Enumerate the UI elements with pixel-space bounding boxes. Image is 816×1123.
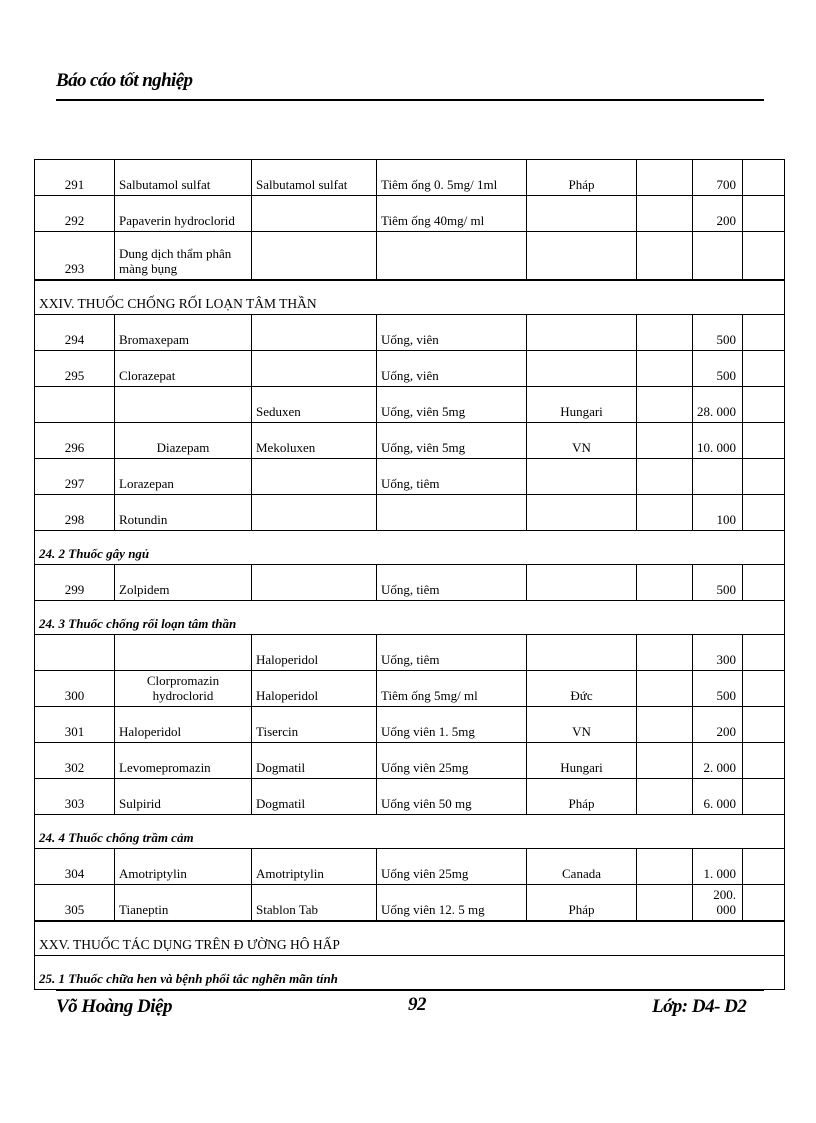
drug-name: Sulpirid bbox=[115, 779, 252, 815]
quantity: 6. 000 bbox=[693, 779, 743, 815]
drug-name: Zolpidem bbox=[115, 565, 252, 601]
empty-cell bbox=[743, 196, 785, 232]
brand-name bbox=[252, 495, 377, 531]
footer-rule bbox=[56, 989, 764, 991]
quantity: 300 bbox=[693, 635, 743, 671]
drug-name: Haloperidol bbox=[115, 707, 252, 743]
section-heading: XXV. THUỐC TÁC DỤNG TRÊN Đ ƯỜNG HÔ HẤP bbox=[35, 921, 785, 956]
dosage-form: Uống, tiêm bbox=[377, 459, 527, 495]
empty-cell bbox=[637, 232, 693, 281]
quantity: 28. 000 bbox=[693, 387, 743, 423]
empty-cell bbox=[743, 565, 785, 601]
origin-country bbox=[527, 565, 637, 601]
quantity: 500 bbox=[693, 315, 743, 351]
subsection-heading: 24. 4 Thuốc chống trầm cảm bbox=[35, 815, 785, 849]
origin-country bbox=[527, 196, 637, 232]
quantity: 100 bbox=[693, 495, 743, 531]
brand-name bbox=[252, 196, 377, 232]
quantity bbox=[693, 459, 743, 495]
empty-cell bbox=[637, 743, 693, 779]
brand-name: Mekoluxen bbox=[252, 423, 377, 459]
row-number: 293 bbox=[35, 232, 115, 281]
table-row bbox=[35, 707, 785, 743]
quantity: 700 bbox=[693, 160, 743, 196]
header-rule bbox=[56, 99, 764, 101]
drug-name: Tianeptin bbox=[115, 885, 252, 922]
drug-name: Clorpromazin hydroclorid bbox=[115, 671, 252, 707]
origin-country: Đức bbox=[527, 671, 637, 707]
empty-cell bbox=[637, 635, 693, 671]
empty-cell bbox=[637, 315, 693, 351]
empty-cell bbox=[637, 459, 693, 495]
footer-page-number: 92 bbox=[408, 994, 426, 1015]
drug-name bbox=[115, 387, 252, 423]
origin-country: Pháp bbox=[527, 160, 637, 196]
drug-name: Amotriptylin bbox=[115, 849, 252, 885]
quantity: 500 bbox=[693, 671, 743, 707]
empty-cell bbox=[743, 495, 785, 531]
drug-table bbox=[34, 159, 785, 990]
drug-name: Levomepromazin bbox=[115, 743, 252, 779]
empty-cell bbox=[637, 707, 693, 743]
table-row bbox=[35, 160, 785, 196]
origin-country bbox=[527, 315, 637, 351]
table-row bbox=[35, 495, 785, 531]
origin-country: Hungari bbox=[527, 387, 637, 423]
dosage-form: Uống viên 25mg bbox=[377, 743, 527, 779]
dosage-form: Uống viên 50 mg bbox=[377, 779, 527, 815]
table-row bbox=[35, 671, 785, 707]
row-number: 301 bbox=[35, 707, 115, 743]
section-heading: XXIV. THUỐC CHỐNG RỐI LOẠN TÂM THẦN bbox=[35, 280, 785, 315]
empty-cell bbox=[743, 232, 785, 281]
dosage-form: Tiêm ống 0. 5mg/ 1ml bbox=[377, 160, 527, 196]
table-row bbox=[35, 196, 785, 232]
row-number: 298 bbox=[35, 495, 115, 531]
empty-cell bbox=[743, 315, 785, 351]
brand-name bbox=[252, 565, 377, 601]
table-row bbox=[35, 387, 785, 423]
table-row bbox=[35, 849, 785, 885]
empty-cell bbox=[743, 885, 785, 922]
quantity: 200. 000 bbox=[693, 885, 743, 922]
dosage-form: Uống, viên bbox=[377, 315, 527, 351]
brand-name bbox=[252, 459, 377, 495]
dosage-form bbox=[377, 232, 527, 281]
row-number bbox=[35, 635, 115, 671]
brand-name: Tisercin bbox=[252, 707, 377, 743]
empty-cell bbox=[743, 671, 785, 707]
empty-cell bbox=[743, 849, 785, 885]
brand-name: Haloperidol bbox=[252, 635, 377, 671]
dosage-form: Uống, tiêm bbox=[377, 635, 527, 671]
origin-country: VN bbox=[527, 423, 637, 459]
row-number: 300 bbox=[35, 671, 115, 707]
dosage-form: Uống viên 25mg bbox=[377, 849, 527, 885]
drug-name: Salbutamol sulfat bbox=[115, 160, 252, 196]
brand-name: Amotriptylin bbox=[252, 849, 377, 885]
origin-country: Pháp bbox=[527, 779, 637, 815]
origin-country bbox=[527, 459, 637, 495]
quantity: 1. 000 bbox=[693, 849, 743, 885]
empty-cell bbox=[743, 351, 785, 387]
brand-name: Salbutamol sulfat bbox=[252, 160, 377, 196]
table-row bbox=[35, 743, 785, 779]
empty-cell bbox=[637, 423, 693, 459]
empty-cell bbox=[743, 779, 785, 815]
table-row bbox=[35, 635, 785, 671]
row-number: 302 bbox=[35, 743, 115, 779]
empty-cell bbox=[743, 387, 785, 423]
empty-cell bbox=[637, 387, 693, 423]
dosage-form: Uống, tiêm bbox=[377, 565, 527, 601]
row-number: 303 bbox=[35, 779, 115, 815]
drug-name: Dung dịch thẩm phân màng bụng bbox=[115, 232, 252, 281]
table-row bbox=[35, 565, 785, 601]
table-row bbox=[35, 232, 785, 281]
empty-cell bbox=[637, 565, 693, 601]
section-heading-row bbox=[35, 280, 785, 315]
footer-author: Võ Hoàng Diệp bbox=[56, 996, 172, 1017]
empty-cell bbox=[637, 160, 693, 196]
origin-country bbox=[527, 351, 637, 387]
table-row bbox=[35, 459, 785, 495]
quantity: 500 bbox=[693, 565, 743, 601]
brand-name: Dogmatil bbox=[252, 743, 377, 779]
row-number: 305 bbox=[35, 885, 115, 922]
dosage-form: Uống, viên 5mg bbox=[377, 423, 527, 459]
empty-cell bbox=[743, 635, 785, 671]
origin-country: Pháp bbox=[527, 885, 637, 922]
subsection-heading-row bbox=[35, 815, 785, 849]
origin-country: VN bbox=[527, 707, 637, 743]
table-row bbox=[35, 885, 785, 922]
section-heading-row bbox=[35, 921, 785, 956]
table-row bbox=[35, 315, 785, 351]
row-number bbox=[35, 387, 115, 423]
dosage-form bbox=[377, 495, 527, 531]
empty-cell bbox=[637, 849, 693, 885]
row-number: 295 bbox=[35, 351, 115, 387]
brand-name: Stablon Tab bbox=[252, 885, 377, 922]
empty-cell bbox=[743, 160, 785, 196]
row-number: 299 bbox=[35, 565, 115, 601]
origin-country bbox=[527, 635, 637, 671]
dosage-form: Uống, viên 5mg bbox=[377, 387, 527, 423]
subsection-heading-row bbox=[35, 601, 785, 635]
dosage-form: Uống, viên bbox=[377, 351, 527, 387]
brand-name: Dogmatil bbox=[252, 779, 377, 815]
table-row bbox=[35, 779, 785, 815]
empty-cell bbox=[637, 196, 693, 232]
drug-name: Clorazepat bbox=[115, 351, 252, 387]
brand-name bbox=[252, 315, 377, 351]
row-number: 297 bbox=[35, 459, 115, 495]
page-header-title: Báo cáo tốt nghiệp bbox=[56, 70, 193, 91]
brand-name: Seduxen bbox=[252, 387, 377, 423]
row-number: 294 bbox=[35, 315, 115, 351]
brand-name: Haloperidol bbox=[252, 671, 377, 707]
empty-cell bbox=[637, 885, 693, 922]
row-number: 304 bbox=[35, 849, 115, 885]
drug-name: Rotundin bbox=[115, 495, 252, 531]
quantity: 500 bbox=[693, 351, 743, 387]
drug-name bbox=[115, 635, 252, 671]
subsection-heading: 24. 3 Thuốc chống rối loạn tâm thần bbox=[35, 601, 785, 635]
quantity: 200 bbox=[693, 196, 743, 232]
drug-name: Lorazepan bbox=[115, 459, 252, 495]
row-number: 292 bbox=[35, 196, 115, 232]
dosage-form: Uống viên 12. 5 mg bbox=[377, 885, 527, 922]
drug-name: Bromaxepam bbox=[115, 315, 252, 351]
row-number: 291 bbox=[35, 160, 115, 196]
quantity: 200 bbox=[693, 707, 743, 743]
origin-country bbox=[527, 232, 637, 281]
drug-name: Papaverin hydroclorid bbox=[115, 196, 252, 232]
empty-cell bbox=[637, 351, 693, 387]
dosage-form: Uống viên 1. 5mg bbox=[377, 707, 527, 743]
brand-name bbox=[252, 351, 377, 387]
origin-country: Hungari bbox=[527, 743, 637, 779]
subsection-heading-row bbox=[35, 531, 785, 565]
subsection-heading-row bbox=[35, 956, 785, 990]
subsection-heading: 25. 1 Thuốc chữa hen và bệnh phổi tắc nghẽn mãn tính bbox=[35, 956, 785, 990]
quantity: 10. 000 bbox=[693, 423, 743, 459]
empty-cell bbox=[743, 707, 785, 743]
empty-cell bbox=[637, 671, 693, 707]
brand-name bbox=[252, 232, 377, 281]
dosage-form: Tiêm ống 5mg/ ml bbox=[377, 671, 527, 707]
empty-cell bbox=[637, 779, 693, 815]
origin-country: Canada bbox=[527, 849, 637, 885]
dosage-form: Tiêm ống 40mg/ ml bbox=[377, 196, 527, 232]
quantity bbox=[693, 232, 743, 281]
subsection-heading: 24. 2 Thuốc gây ngủ bbox=[35, 531, 785, 565]
table-row bbox=[35, 351, 785, 387]
empty-cell bbox=[743, 423, 785, 459]
empty-cell bbox=[637, 495, 693, 531]
footer-class: Lớp: D4- D2 bbox=[652, 996, 747, 1017]
drug-name: Diazepam bbox=[115, 423, 252, 459]
row-number: 296 bbox=[35, 423, 115, 459]
empty-cell bbox=[743, 459, 785, 495]
empty-cell bbox=[743, 743, 785, 779]
table-row bbox=[35, 423, 785, 459]
origin-country bbox=[527, 495, 637, 531]
quantity: 2. 000 bbox=[693, 743, 743, 779]
